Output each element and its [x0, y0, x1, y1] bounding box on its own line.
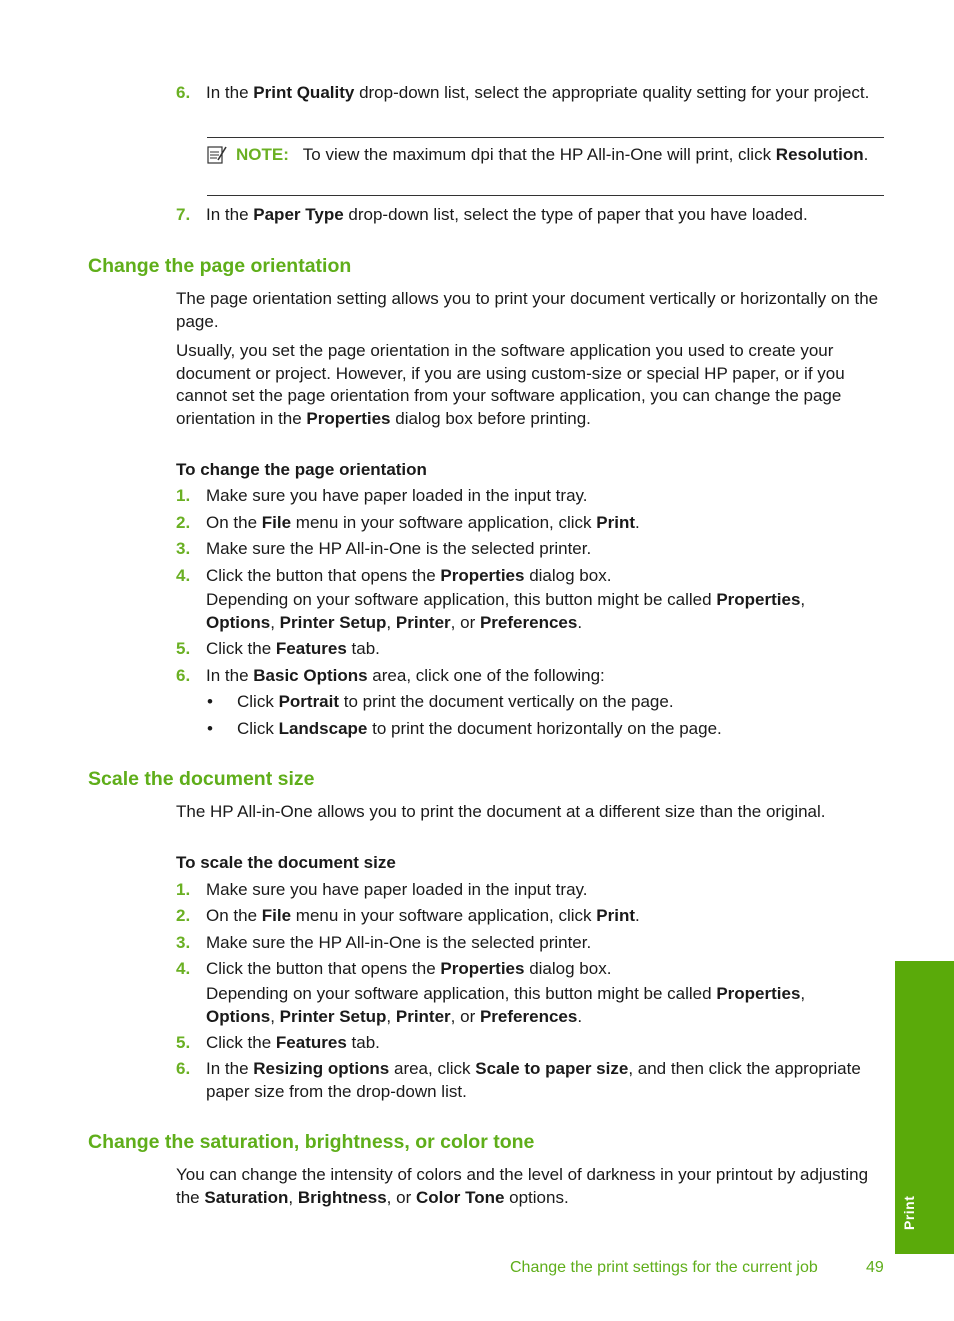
step-text: Click the Features tab.: [206, 639, 380, 658]
step-number: 7.: [176, 205, 191, 224]
step-text: Click the button that opens the Properties dialog box.: [206, 959, 612, 978]
step-text: Make sure the HP All-in-One is the selected printer.: [206, 933, 592, 952]
step-number: 3.: [176, 933, 191, 952]
page-number: 49: [866, 1259, 884, 1276]
section-heading: Scale the document size: [88, 768, 315, 790]
step-text: Depending on your software application, this button might be called Properties, Options, Printer Setup, Printer, or Preferences.: [206, 590, 806, 632]
procedure-heading: To scale the document size: [176, 853, 396, 872]
step-number: 1.: [176, 880, 191, 899]
step-number: 1.: [176, 486, 191, 505]
footer-title: Change the print settings for the current job: [510, 1259, 818, 1276]
paragraph: Usually, you set the page orientation in the software application you used to create your document or project. However, if you are using custom-size or special HP paper, or if you cannot set the page orientation from your software application, you can change the page orientation in the Properties dialog box before printing.: [176, 341, 845, 428]
step-text: Make sure the HP All-in-One is the selected printer.: [206, 539, 592, 558]
step-text: In the Print Quality drop-down list, select the appropriate quality setting for your project.: [206, 83, 870, 102]
step-number: 2.: [176, 513, 191, 532]
paragraph: The page orientation setting allows you to print your document vertically or horizontally on the page.: [176, 289, 879, 331]
section-heading: Change the saturation, brightness, or color tone: [88, 1131, 535, 1153]
step-text: In the Paper Type drop-down list, select the type of paper that you have loaded.: [206, 205, 808, 224]
step-text: In the Basic Options area, click one of the following:: [206, 666, 605, 685]
note-top-rule: [207, 137, 884, 138]
paragraph: You can change the intensity of colors and the level of darkness in your printout by adjusting the Saturation, Brightness, or Color Tone options.: [176, 1165, 869, 1207]
step-number: 4.: [176, 959, 191, 978]
bullet-text: Click Landscape to print the document horizontally on the page.: [237, 719, 722, 738]
step-text: Depending on your software application, this button might be called Properties, Options, Printer Setup, Printer, or Preferences.: [206, 984, 806, 1026]
step-text: Make sure you have paper loaded in the input tray.: [206, 880, 588, 899]
step-number: 5.: [176, 1033, 191, 1052]
section-heading: Change the page orientation: [88, 255, 352, 277]
step-number: 5.: [176, 639, 191, 658]
bullet-icon: •: [207, 692, 213, 711]
step-number: 6.: [176, 83, 191, 102]
step-number: 6.: [176, 1059, 191, 1078]
step-text: Make sure you have paper loaded in the input tray.: [206, 486, 588, 505]
step-text: On the File menu in your software application, click Print.: [206, 906, 640, 925]
step-text: Click the button that opens the Properties dialog box.: [206, 566, 612, 585]
step-text: In the Resizing options area, click Scale to paper size, and then click the appropriate paper size from the drop-down list.: [206, 1059, 861, 1101]
procedure-heading: To change the page orientation: [176, 460, 427, 479]
step-number: 4.: [176, 566, 191, 585]
chapter-tab-label: Print: [901, 1195, 917, 1230]
step-number: 3.: [176, 539, 191, 558]
bullet-icon: •: [207, 719, 213, 738]
paragraph: The HP All-in-One allows you to print the document at a different size than the original.: [176, 802, 826, 821]
step-number: 2.: [176, 906, 191, 925]
bullet-text: Click Portrait to print the document vertically on the page.: [237, 692, 674, 711]
note-bottom-rule: [207, 195, 884, 196]
step-text: On the File menu in your software application, click Print.: [206, 513, 640, 532]
note-text: NOTE: To view the maximum dpi that the HP All-in-One will print, click Resolution.: [236, 145, 869, 164]
step-text: Click the Features tab.: [206, 1033, 380, 1052]
step-number: 6.: [176, 666, 191, 685]
note-icon: [206, 144, 228, 166]
